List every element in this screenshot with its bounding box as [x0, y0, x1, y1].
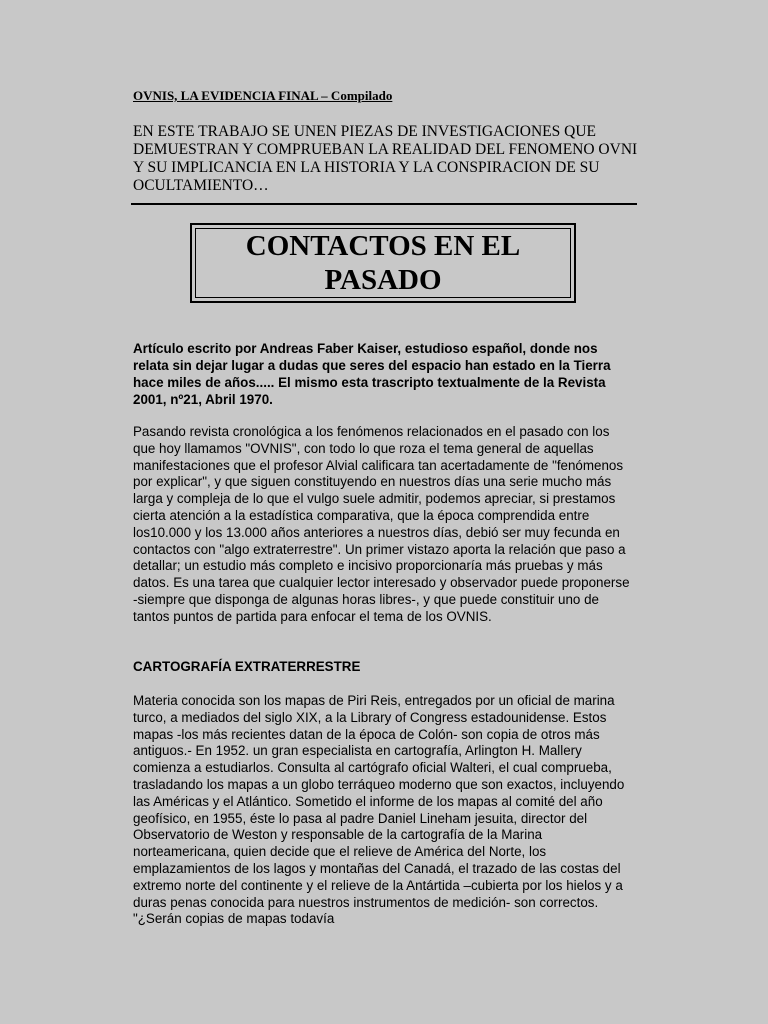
title-frame	[190, 223, 576, 303]
horizontal-rule	[131, 203, 637, 205]
section-heading: CARTOGRAFÍA EXTRATERRESTRE	[133, 659, 361, 674]
article-abstract: Artículo escrito por Andreas Faber Kaiser, estudioso español, donde nos relata sin dejar lugar a dudas que seres del espacio han estado en la Tierra hace miles de años..... El mismo esta trascripto textualmente de la Revista 2001, nº21, Abril 1970.	[133, 341, 611, 407]
intro-paragraph: EN ESTE TRABAJO SE UNEN PIEZAS DE INVESTIGACIONES QUE DEMUESTRAN Y COMPRUEBAN LA REALIDAD DEL FENOMENO OVNI Y SU IMPLICANCIA EN LA HISTORIA Y LA CONSPIRACION DE SU OCULTAMIENTO…	[133, 123, 638, 194]
document-heading: OVNIS, LA EVIDENCIA FINAL – Compilado	[133, 88, 393, 103]
body-paragraph-1: Pasando revista cronológica a los fenómenos relacionados en el pasado con los que hoy llamamos "OVNIS", con todo lo que roza el tema general de aquellas manifestaciones que el profesor Alvial calificara tan acertadamente de "fenómenos por explicar", y que siguen constituyendo en nuestros días una serie mucho más larga y compleja de lo que el vulgo suele admitir, podemos apreciar, si prestamos cierta atención a la estadística comparativa, que la época comprendida entre los10.000 y los 13.000 años anteriores a nuestros días, debió ser muy fecunda en contactos con "algo extraterrestre". Un primer vistazo aporta la relación que paso a detallar; un estudio más completo e incisivo proporcionaría más pruebas y más datos. Es una tarea que cualquier lector interesado y observador puede proponerse -siempre que disponga de algunas horas libres-, y que puede constituir uno de tantos puntos de partida para enfocar el tema de los OVNIS.	[133, 424, 630, 624]
title-frame-inner	[195, 228, 571, 298]
article-title: CONTACTOS EN EL PASADO	[245, 230, 521, 296]
body-paragraph-2: Materia conocida son los mapas de Piri Reis, entregados por un oficial de marina turco, a mediados del siglo XIX, a la Library of Congress estadounidense. Estos mapas -los más recientes datan de la época de Colón- son copia de otros más antiguos.- En 1952. un gran especialista en cartografía, Arlington H. Mallery comienza a estudiarlos. Consulta al cartógrafo oficial Walteri, el cual comprueba, trasladando los mapas a un globo terráqueo moderno que son exactos, incluyendo las Américas y el Atlántico. Sometido el informe de los mapas al comité del año geofísico, en 1955, éste lo pasa al padre Daniel Lineham jesuita, director del Observatorio de Weston y responsable de la cartografía de la Marina norteamericana, quien decide que el relieve de América del Norte, los emplazamientos de los lagos y montañas del Canadá, el trazado de las costas del extremo norte del continente y el relieve de la Antártida –cubierta por los hielos y a duras penas conocida para nuestros instrumentos de medición- son correctos. "¿Serán copias de mapas todavía	[133, 693, 625, 927]
